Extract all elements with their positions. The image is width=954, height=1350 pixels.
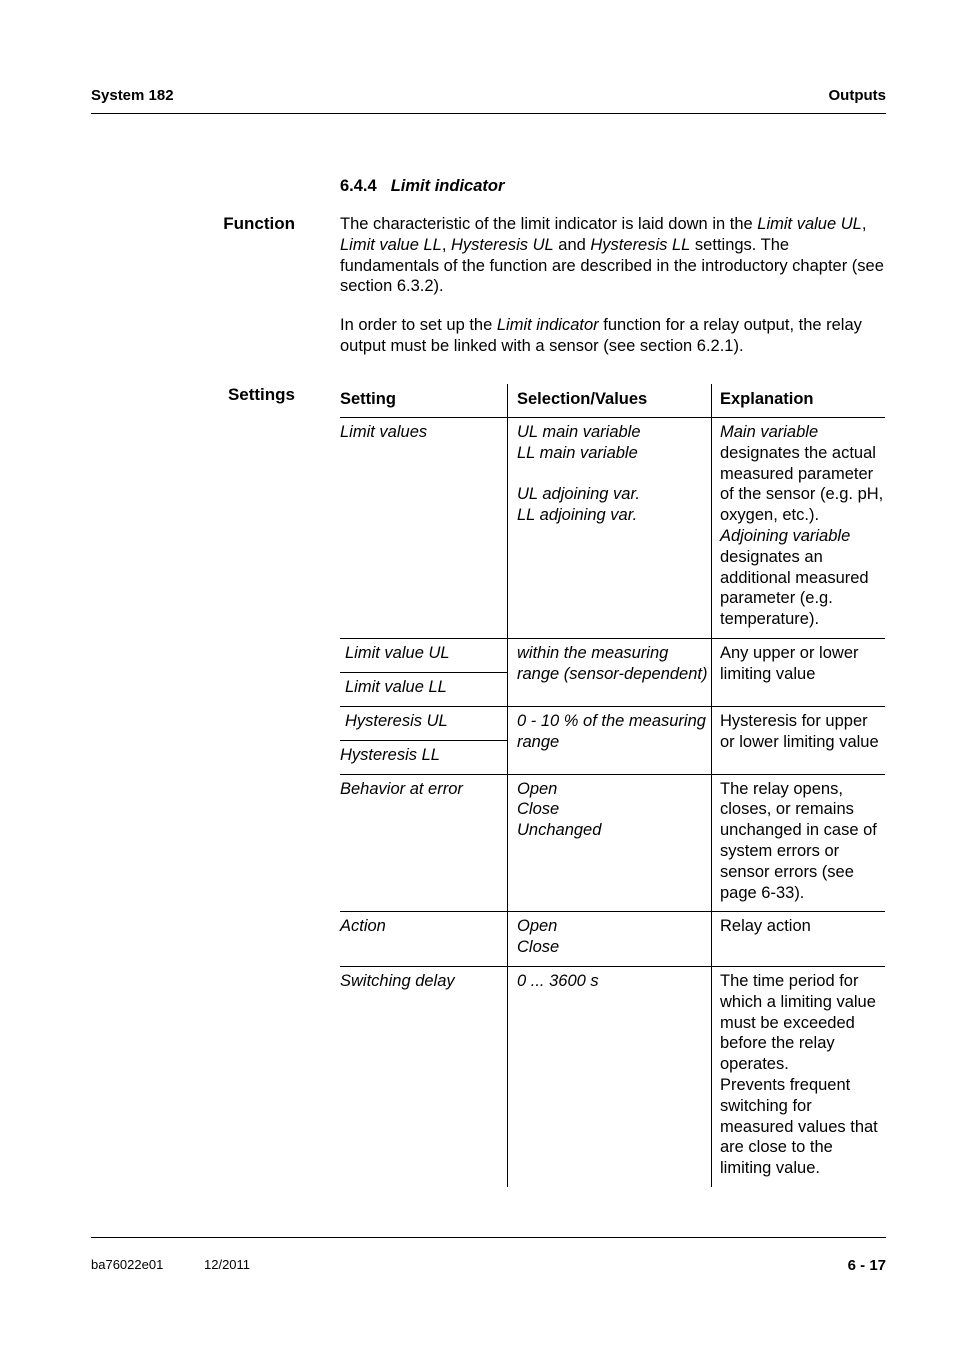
column-header-setting: Setting <box>340 384 508 418</box>
italic-run: Hysteresis UL <box>450 235 554 254</box>
setting-cell: Limit value UL <box>340 638 508 672</box>
footer-date: 12/2011 <box>204 1257 251 1272</box>
settings-table <box>340 384 885 1187</box>
explanation-cell <box>712 966 886 1186</box>
text-run: settings. The fundamentals of the function are described in the introductory chapter (see section 6.3.2). <box>340 235 884 296</box>
table-header-row <box>340 384 885 418</box>
value-line: LL main variable <box>517 443 638 462</box>
column-header-explanation: Explanation <box>712 384 886 418</box>
italic-run: Adjoining variable <box>720 526 851 545</box>
settings-label: Settings <box>227 385 295 404</box>
text-run: , <box>861 215 867 233</box>
setting-cell: Behavior at error <box>340 774 508 912</box>
values-cell <box>508 774 712 912</box>
setting-cell: Hysteresis LL <box>340 740 508 774</box>
setting-cell: Action <box>340 912 508 967</box>
text-run: In order to set up the <box>340 316 497 334</box>
values-cell <box>508 912 712 967</box>
italic-run: Limit value LL <box>340 235 442 254</box>
footer-doc-id: ba76022e01 <box>91 1257 164 1272</box>
explanation-cell: Any upper or lower limiting value <box>712 638 886 706</box>
section-heading <box>340 177 504 196</box>
header-rule <box>91 113 886 114</box>
explanation-cell: Relay action <box>712 912 886 967</box>
text-run: designates the actual measured parameter of the sensor (e.g. pH, oxygen, etc.). <box>720 443 884 525</box>
italic-run: Main variable <box>720 423 819 441</box>
value-line: LL adjoining var. <box>517 506 638 525</box>
function-paragraph-1 <box>340 214 888 297</box>
italic-run: Hysteresis LL <box>590 235 691 254</box>
value-line: Open <box>517 779 558 798</box>
text-run: function for a relay output, the relay output must be linked with a sensor (see section 6.2.1). <box>340 316 862 355</box>
value-line: Close <box>517 800 560 819</box>
text-run: designates an additional measured parameter (e.g. temperature). <box>720 547 869 629</box>
value-line: UL adjoining var. <box>517 485 640 504</box>
setting-cell: Limit value LL <box>340 672 508 706</box>
value-line: UL main variable <box>517 423 641 441</box>
value-line: Unchanged <box>517 821 602 840</box>
page-number: 6 - 17 <box>847 1257 886 1274</box>
values-cell: 0 - 10 % of the measuring range <box>508 706 712 774</box>
explanation-cell: Hysteresis for upper or lower limiting value <box>712 706 886 774</box>
table-row <box>340 912 885 967</box>
values-cell <box>508 418 712 639</box>
function-paragraph-2 <box>340 315 888 357</box>
explanation-line: Prevents frequent switching for measured values that are close to the limiting value. <box>720 1075 878 1178</box>
values-cell: 0 ... 3600 s <box>508 966 712 1186</box>
text-run: , <box>441 235 451 254</box>
value-line: Open <box>517 917 558 936</box>
setting-cell: Hysteresis UL <box>340 706 508 740</box>
explanation-line: The time period for which a limiting value must be exceeded before the relay operates. <box>720 971 876 1074</box>
value-line: Close <box>517 938 560 957</box>
running-header-right: Outputs <box>828 87 886 104</box>
table-row <box>340 706 885 740</box>
section-number: 6.4.4 <box>340 177 377 195</box>
text-run: and <box>553 235 591 254</box>
explanation-cell: The relay opens, closes, or remains unchanged in case of system errors or sensor errors (see page 6-33). <box>712 774 886 912</box>
setting-cell: Switching delay <box>340 971 455 990</box>
values-cell: within the measuring range (sensor-dependent) <box>508 638 712 706</box>
footer-rule <box>91 1237 886 1238</box>
table-row <box>340 418 885 639</box>
table-row <box>340 638 885 672</box>
table-row <box>340 774 885 912</box>
explanation-cell <box>712 418 886 639</box>
table-row <box>340 966 885 1186</box>
setting-cell: Limit values <box>340 418 508 639</box>
column-header-values: Selection/Values <box>508 384 712 418</box>
section-title: Limit indicator <box>390 177 505 195</box>
running-header-left: System 182 <box>91 87 174 104</box>
italic-run: Limit indicator <box>496 316 599 334</box>
function-label: Function <box>223 214 295 233</box>
italic-run: Limit value UL <box>757 215 862 233</box>
text-run: The characteristic of the limit indicator is laid down in the <box>340 215 758 233</box>
